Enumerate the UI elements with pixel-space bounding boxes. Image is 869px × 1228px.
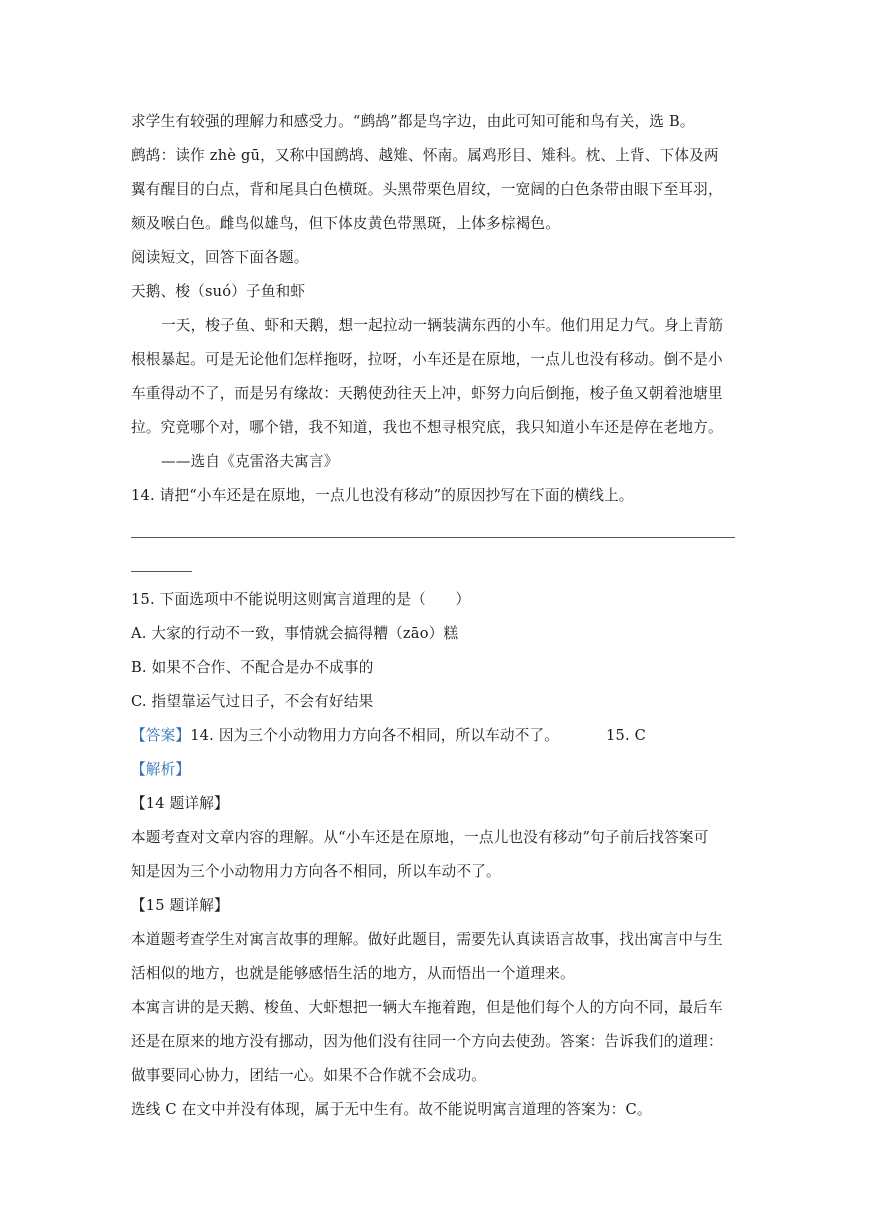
analysis-heading-15: 【15 题详解】 xyxy=(131,897,229,914)
analysis-tag: 【解析】 xyxy=(131,761,191,778)
paragraph-line: 翼有醒目的白点，背和尾具白色横斑。头黑带栗色眉纹，一宽阔的白色条带由眼下至耳羽， xyxy=(131,181,723,198)
passage-line: 拉。究竟哪个对，哪个错，我不知道，我也不想寻根究底，我只知道小车还是停在老地方。 xyxy=(131,419,723,436)
answer-line xyxy=(131,726,731,746)
analysis-line: 还是在原来的地方没有挪动，因为他们没有往同一个方向去使劲。答案：告诉我们的道理： xyxy=(131,1033,723,1050)
answer-blank-line xyxy=(131,571,192,572)
analysis-line: 本题考查对文章内容的理解。从“小车还是在原地，一点儿也没有移动”句子前后找答案可 xyxy=(131,829,709,846)
analysis-line: 选线 C 在文中并没有体现，属于无中生有。故不能说明寓言道理的答案为：C。 xyxy=(131,1101,652,1118)
reading-instruction: 阅读短文，回答下面各题。 xyxy=(131,249,309,266)
question-14: 14. 请把“小车还是在原地，一点儿也没有移动”的原因抄写在下面的横线上。 xyxy=(131,487,634,504)
paragraph-line: 颏及喉白色。雌鸟似雄鸟，但下体皮黄色带黑斑，上体多棕褐色。 xyxy=(131,215,561,232)
analysis-line: 本道题考查学生对寓言故事的理解。做好此题目，需要先认真读语言故事，找出寓言中与生 xyxy=(131,931,723,948)
passage-line: 一天，梭子鱼、虾和天鹅，想一起拉动一辆装满东西的小车。他们用足力气。身上青筋 xyxy=(161,317,724,334)
option-b: B. 如果不合作、不配合是办不成事的 xyxy=(131,659,374,676)
passage-line: 车重得动不了，而是另有缘故：天鹅使劲往天上冲，虾努力向后倒拖，梭子鱼又朝着池塘里 xyxy=(131,385,723,402)
answer-blank-line xyxy=(131,537,735,538)
paragraph-line: 鹧鸪：读作 zhè gū，又称中国鹧鸪、越雉、怀南。属鸡形目、雉科。枕、上背、下体及两 xyxy=(131,147,719,164)
analysis-line: 做事要同心协力，团结一心。如果不合作就不会成功。 xyxy=(131,1067,487,1084)
passage-title: 天鹅、梭（suó）子鱼和虾 xyxy=(131,283,306,300)
option-c: C. 指望靠运气过日子，不会有好结果 xyxy=(131,693,374,710)
passage-line: 根根暴起。可是无论他们怎样拖呀，拉呀，小车还是在原地，一点儿也没有移动。倒不是小 xyxy=(131,351,723,368)
question-15: 15. 下面选项中不能说明这则寓言道理的是（ ） xyxy=(131,591,471,608)
analysis-heading-14: 【14 题详解】 xyxy=(131,795,229,812)
analysis-line: 本寓言讲的是天鹅、梭鱼、大虾想把一辆大车拖着跑，但是他们每个人的方向不同，最后车 xyxy=(131,999,723,1016)
analysis-line: 知是因为三个小动物用力方向各不相同，所以车动不了。 xyxy=(131,863,501,880)
answer-tag: 【答案】 xyxy=(131,727,191,744)
passage-source: ——选自《克雷洛夫寓言》 xyxy=(161,453,339,470)
paragraph-line: 求学生有较强的理解力和感受力。“鹧鸪”都是鸟字边，由此可知可能和鸟有关，选 B。 xyxy=(131,113,695,130)
option-a: A. 大家的行动不一致，事情就会搞得糟（zāo）糕 xyxy=(131,625,459,642)
analysis-line: 活相似的地方，也就是能够感悟生活的地方，从而悟出一个道理来。 xyxy=(131,965,575,982)
answer-14: 14. 因为三个小动物用力方向各不相同，所以车动不了。 xyxy=(190,727,560,744)
answer-15: 15. C xyxy=(606,727,647,744)
